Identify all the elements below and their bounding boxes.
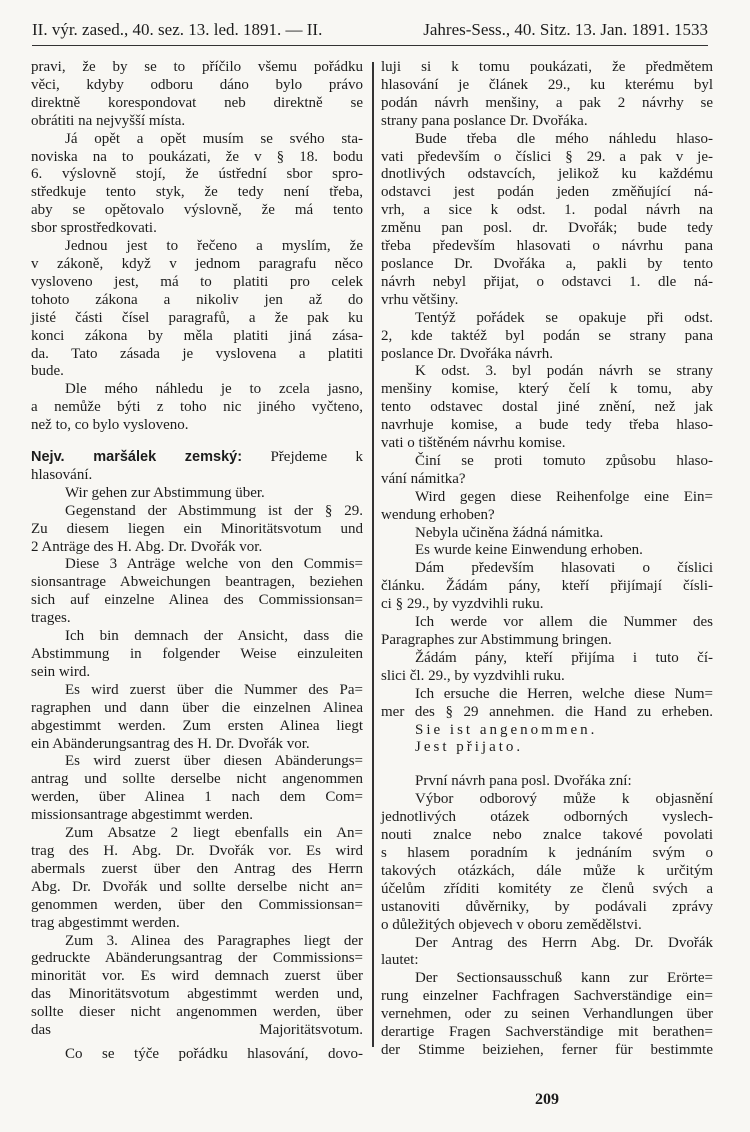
line-text: Já opět a opět musím se svého sta- bbox=[65, 130, 363, 147]
text-line bbox=[381, 935, 713, 953]
text-line bbox=[381, 739, 713, 757]
line-text: Der Sectionsausschuß kann zur Erörte= bbox=[415, 970, 713, 987]
text-line bbox=[31, 467, 363, 485]
text-line bbox=[381, 827, 713, 845]
line-text: sich auf einzelne Alinea des Commissionsan= bbox=[31, 592, 363, 609]
text-line bbox=[381, 59, 713, 77]
line-text: sbor sprostředkovati. bbox=[31, 220, 157, 237]
paragraph bbox=[31, 825, 363, 932]
text-line bbox=[31, 131, 363, 149]
paragraph bbox=[381, 686, 713, 722]
text-line bbox=[31, 825, 363, 843]
paragraph bbox=[381, 722, 713, 740]
line-text: trag abgestimmt werden. bbox=[31, 914, 180, 931]
line-text: nouti znalce nebo znalce takové povolati bbox=[381, 827, 713, 844]
line-text: vrhu většiny. bbox=[381, 291, 459, 308]
line-text: vysloveno jest, má to platiti pro celek bbox=[31, 273, 363, 290]
line-text: Jednou jest to řečeno a myslím, že bbox=[65, 238, 363, 255]
text-line bbox=[381, 292, 713, 310]
header-german: Jahres-Sess., 40. Sitz. 13. Jan. 1891. 1533 bbox=[423, 20, 708, 39]
text-line bbox=[381, 202, 713, 220]
text-line bbox=[381, 149, 713, 167]
text-line bbox=[31, 77, 363, 95]
text-line bbox=[381, 952, 713, 970]
text-line bbox=[31, 1004, 363, 1022]
line-text: menšiny komise, který čelí k tomu, aby bbox=[381, 381, 713, 398]
line-text: obrátiti na nejvyšší místa. bbox=[31, 112, 186, 129]
paragraph bbox=[31, 59, 363, 131]
text-line bbox=[31, 771, 363, 789]
line-text: s hlasem poradním k jednáním svým o bbox=[381, 844, 713, 861]
text-line bbox=[31, 807, 363, 825]
line-text: Der Antrag des Herrn Abg. Dr. Dvořák bbox=[415, 934, 713, 951]
paragraph bbox=[381, 489, 713, 525]
text-line bbox=[31, 503, 363, 521]
page-number: 209 bbox=[535, 1091, 559, 1108]
text-line bbox=[31, 556, 363, 574]
text-line bbox=[31, 628, 363, 646]
text-line bbox=[31, 449, 363, 467]
line-text: trages. bbox=[31, 610, 71, 627]
line-text: luji si k tomu poukázati, že předmětem bbox=[381, 59, 713, 75]
running-header bbox=[32, 10, 708, 46]
line-text: dnotlivých odstavcích, jelikož ku každému bbox=[381, 166, 713, 183]
text-line bbox=[381, 346, 713, 364]
line-text: Gegenstand der Abstimmung ist der § 29. bbox=[65, 502, 363, 519]
text-line bbox=[381, 809, 713, 827]
text-line bbox=[31, 238, 363, 256]
line-text: hlasování je článek 29., ku kterému byl bbox=[381, 76, 713, 93]
line-text: pravi, že by se to příčilo všemu pořádku bbox=[31, 59, 363, 75]
line-text: gedruckte Abänderungsantrag der Commissions= bbox=[31, 950, 363, 967]
line-text: Paragraphes zur Abstimmung bringen. bbox=[381, 632, 612, 648]
line-text: Přejdeme k bbox=[270, 449, 363, 466]
line-text: hlasování. bbox=[31, 466, 93, 483]
line-text: Sie ist angenommen. bbox=[415, 721, 598, 738]
text-line bbox=[31, 59, 363, 77]
line-text: vati především o číslici § 29. a pak v je- bbox=[381, 148, 713, 165]
text-line bbox=[31, 879, 363, 897]
text-line bbox=[381, 184, 713, 202]
line-text: das Majoritätsvotum. bbox=[31, 1022, 363, 1039]
paragraph bbox=[381, 131, 713, 310]
line-text: věci, kdyby odboru dáno bylo právo bbox=[31, 76, 363, 93]
paragraph bbox=[31, 682, 363, 754]
line-text: třeba především hlasovati o návrhu pana bbox=[381, 238, 713, 255]
text-line bbox=[381, 399, 713, 417]
text-line bbox=[381, 704, 713, 722]
text-line bbox=[381, 917, 713, 935]
line-text: lautet: bbox=[381, 952, 419, 969]
text-line bbox=[381, 381, 713, 399]
line-text: missionsantrage abgestimmt werden. bbox=[31, 807, 254, 824]
text-line bbox=[31, 166, 363, 184]
text-line bbox=[381, 238, 713, 256]
text-line bbox=[31, 184, 363, 202]
paragraph bbox=[381, 59, 713, 131]
line-text: vrh, a sice k odst. 1. podal návrh na bbox=[381, 202, 713, 219]
header-czech: II. výr. zased., 40. sez. 13. led. 1891. — II. bbox=[32, 20, 323, 39]
line-text: Jest přijato. bbox=[415, 739, 524, 756]
line-text: vání námitka? bbox=[381, 470, 466, 487]
line-text: ragraphen und dann über die einzelnen Alinea bbox=[31, 699, 363, 716]
text-line bbox=[381, 686, 713, 704]
line-text: Žádám pány, kteří přijíma i tuto čí- bbox=[415, 649, 713, 666]
line-text: Diese 3 Anträge welche von den Commis= bbox=[65, 556, 363, 573]
text-line bbox=[381, 650, 713, 668]
line-text: Wir gehen zur Abstimmung über. bbox=[65, 484, 265, 501]
text-line bbox=[381, 863, 713, 881]
line-text: Bude třeba dle mého náhledu hlaso- bbox=[415, 130, 713, 147]
line-text: změnu pan posl. dr. Dvořák; bude tedy bbox=[381, 220, 713, 237]
right-column bbox=[381, 59, 713, 1060]
text-line bbox=[31, 292, 363, 310]
paragraph bbox=[31, 556, 363, 628]
text-line bbox=[31, 950, 363, 968]
paragraph bbox=[381, 970, 713, 1060]
line-text: das Minoritätsvotum abgestimmt werden und, bbox=[31, 986, 363, 1003]
text-line bbox=[31, 346, 363, 364]
paragraph bbox=[381, 614, 713, 650]
line-text: návrh nebyl přijat, o odstavci 1. dle ná- bbox=[381, 273, 713, 290]
line-text: Činí se proti tomuto způsobu hlaso- bbox=[415, 452, 713, 469]
line-text: o důležitých objevech v oboru zemědělstvi. bbox=[381, 916, 642, 933]
text-line bbox=[31, 986, 363, 1004]
line-text: 2 Anträge des H. Abg. Dr. Dvořák vor. bbox=[31, 538, 263, 555]
line-text: článku. Žádám pány, kteří přijímají čísli- bbox=[381, 578, 713, 595]
text-line bbox=[31, 897, 363, 915]
text-line bbox=[381, 1042, 713, 1060]
text-line bbox=[31, 328, 363, 346]
paragraph bbox=[381, 542, 713, 560]
line-text: der Stimme beiziehen, ferner für bestimmte bbox=[381, 1041, 713, 1058]
paragraph bbox=[381, 453, 713, 489]
line-text: Ich bin demnach der Ansicht, dass die bbox=[65, 628, 363, 645]
text-line bbox=[381, 614, 713, 632]
paragraph bbox=[31, 1046, 363, 1064]
line-text: Výbor odborový může k objasnění bbox=[415, 791, 713, 808]
line-text: odstavci jest podán jeden změňující ná- bbox=[381, 184, 713, 201]
line-text: První návrh pana posl. Dvořáka zní: bbox=[415, 773, 632, 790]
line-text: jisté části čísel paragrafů, a že pak ku bbox=[31, 309, 363, 326]
line-text: Dám především hlasovati o číslici bbox=[415, 560, 713, 577]
text-line bbox=[381, 256, 713, 274]
text-line bbox=[31, 95, 363, 113]
paragraph bbox=[381, 525, 713, 543]
text-line bbox=[31, 664, 363, 682]
text-line bbox=[31, 968, 363, 986]
text-line bbox=[381, 363, 713, 381]
text-line bbox=[381, 1006, 713, 1024]
speaker-name: Nejv. maršálek zemský: bbox=[31, 449, 243, 466]
line-text: Nebyla učiněna žádná námitka. bbox=[415, 524, 604, 541]
text-line bbox=[31, 113, 363, 131]
text-line bbox=[31, 700, 363, 718]
text-line bbox=[381, 988, 713, 1006]
text-line bbox=[31, 753, 363, 771]
line-text: Wird gegen diese Reihenfolge eine Ein= bbox=[415, 488, 713, 505]
paragraph bbox=[31, 933, 363, 1040]
line-text: Ich werde vor allem die Nummer des bbox=[415, 614, 713, 631]
line-text: poslance Dr. Dvořáka návrh. bbox=[381, 345, 554, 362]
line-text: Abstimmung in folgender Weise einzuleiten bbox=[31, 646, 363, 662]
text-line bbox=[31, 220, 363, 238]
text-line bbox=[31, 399, 363, 417]
line-text: Es wurde keine Einwendung erhoben. bbox=[415, 542, 643, 559]
paragraph bbox=[381, 791, 713, 934]
line-text: Tentýž pořádek se opakuje při odst. bbox=[415, 309, 713, 326]
line-text: Es wird zuerst über diesen Abänderungs= bbox=[65, 753, 363, 770]
line-text: Es wird zuerst über die Nummer des Pa= bbox=[65, 681, 363, 698]
line-text: genommen werden, über den Commissionsan= bbox=[31, 896, 363, 913]
line-text: abgestimmt werden. Zum ersten Alinea liegt bbox=[31, 717, 363, 734]
text-line bbox=[31, 789, 363, 807]
line-text: Abg. Dr. Dvořák und sollte derselbe nicht an= bbox=[31, 878, 363, 895]
paragraph bbox=[31, 131, 363, 238]
text-line bbox=[31, 574, 363, 592]
text-line bbox=[31, 682, 363, 700]
text-line bbox=[31, 274, 363, 292]
line-text: poslance Dr. Dvořáka a, pakli by tento bbox=[381, 255, 713, 272]
text-line bbox=[31, 417, 363, 435]
paragraph bbox=[31, 753, 363, 825]
line-text: a nemůže býti z toho nic jiného vyčteno, bbox=[31, 399, 363, 416]
line-text: rung einzelner Fachfragen Sachverständige ein= bbox=[381, 988, 713, 1005]
paragraph bbox=[31, 628, 363, 682]
text-line bbox=[381, 578, 713, 596]
text-line bbox=[381, 560, 713, 578]
column-divider bbox=[372, 62, 374, 1047]
text-line bbox=[381, 77, 713, 95]
text-line bbox=[381, 435, 713, 453]
text-line bbox=[31, 539, 363, 557]
text-line bbox=[31, 843, 363, 861]
line-text: aby se opětovalo výslovně, že má tento bbox=[31, 202, 363, 219]
text-line bbox=[381, 166, 713, 184]
line-text: tento odstavec dostal jiné znění, než jak bbox=[381, 399, 713, 416]
paragraph bbox=[381, 560, 713, 614]
line-text: Zum 3. Alinea des Paragraphes liegt der bbox=[65, 932, 363, 949]
text-line bbox=[381, 471, 713, 489]
line-text: ein Abänderungsantrag des H. Dr. Dvořák vor. bbox=[31, 735, 310, 752]
text-line bbox=[381, 274, 713, 292]
line-text: konci zákona by měla platiti jiná zása- bbox=[31, 327, 363, 344]
text-line bbox=[31, 256, 363, 274]
line-text: antrag und sollte derselbe nicht angenommen bbox=[31, 771, 363, 788]
line-text: než to, co bylo vysloveno. bbox=[31, 417, 189, 434]
text-line bbox=[381, 417, 713, 435]
line-text: vernehmen, oder zu seinen Verhandlungen über bbox=[381, 1006, 713, 1023]
line-text: tohoto zákona a nikoliv jen až do bbox=[31, 291, 363, 308]
line-text: ustanoviti důvěrniky, by podávali zprávy bbox=[381, 898, 713, 915]
line-text: středkuje tento styk, že tedy není třeba, bbox=[31, 184, 363, 201]
line-text: bude. bbox=[31, 363, 64, 380]
text-line bbox=[31, 381, 363, 399]
line-text: noviska na to poukázati, že v § 18. bodu bbox=[31, 148, 363, 165]
text-line bbox=[381, 899, 713, 917]
text-line bbox=[31, 610, 363, 628]
text-line bbox=[381, 489, 713, 507]
line-text: účelům zříditi komitéty ze členů svých a bbox=[381, 880, 713, 897]
paragraph bbox=[381, 650, 713, 686]
text-line bbox=[381, 220, 713, 238]
line-text: vati o tištěném návrhu komise. bbox=[381, 435, 566, 452]
line-text: strany pana poslance Dr. Dvořáka. bbox=[381, 112, 588, 129]
line-text: Co se týče pořádku hlasování, dovo- bbox=[65, 1045, 363, 1062]
text-line bbox=[381, 1024, 713, 1042]
text-line bbox=[31, 310, 363, 328]
line-text: Zum Absatze 2 liegt ebenfalls ein An= bbox=[65, 825, 363, 842]
line-text: navrhuje komise, a bude tedy třeba hlaso- bbox=[381, 417, 713, 434]
text-line bbox=[381, 632, 713, 650]
paragraph bbox=[31, 503, 363, 557]
line-text: abermals zuerst über den Antrag des Herrn bbox=[31, 860, 363, 877]
paragraph bbox=[381, 773, 713, 791]
text-line bbox=[31, 592, 363, 610]
line-text: podán návrh menšiny, a pak 2 návrhy se bbox=[381, 94, 713, 111]
text-line bbox=[31, 363, 363, 381]
text-line bbox=[381, 131, 713, 149]
text-line bbox=[381, 668, 713, 686]
text-line bbox=[31, 1022, 363, 1040]
text-line bbox=[381, 596, 713, 614]
line-text: direktně korespondovat neb direktně se bbox=[31, 94, 363, 111]
text-line bbox=[31, 202, 363, 220]
paragraph bbox=[381, 363, 713, 453]
line-text: da. Tato zásada je vyslovena a platiti bbox=[31, 345, 363, 362]
line-text: wendung erhoben? bbox=[381, 506, 495, 523]
text-line bbox=[381, 525, 713, 543]
line-text: minorität vor. Es wird demnach zuerst über bbox=[31, 968, 363, 985]
text-line bbox=[31, 485, 363, 503]
text-line bbox=[31, 646, 363, 664]
line-text: takových otázkách, dále může k určitým bbox=[381, 862, 713, 879]
line-text: jednotlivých otázek odborných vyslech- bbox=[381, 809, 713, 826]
line-text: Dle mého náhledu je to zcela jasno, bbox=[65, 381, 363, 398]
line-text: v zákoně, když v jednom paragrafu něco bbox=[31, 255, 363, 272]
text-line bbox=[381, 507, 713, 525]
line-text: 2, kde taktéž byl podán se strany pana bbox=[381, 327, 713, 344]
text-line bbox=[31, 1046, 363, 1064]
text-line bbox=[31, 149, 363, 167]
paragraph bbox=[31, 238, 363, 381]
line-text: trag des H. Abg. Dr. Dvořák vor. Es wird bbox=[31, 842, 363, 859]
text-line bbox=[381, 113, 713, 131]
text-line bbox=[381, 453, 713, 471]
text-line bbox=[31, 718, 363, 736]
paragraph bbox=[31, 381, 363, 435]
text-line bbox=[381, 328, 713, 346]
line-text: mer des § 29 annehmen. die Hand zu erheben. bbox=[381, 703, 713, 720]
text-line bbox=[381, 791, 713, 809]
text-line bbox=[381, 881, 713, 899]
line-text: sollte dieser nicht angenommen werden, über bbox=[31, 1004, 363, 1021]
line-text: slici čl. 29., by vyzdvihli ruku. bbox=[381, 667, 565, 684]
line-text: sein wird. bbox=[31, 663, 91, 680]
left-column bbox=[31, 59, 363, 1064]
text-line bbox=[381, 773, 713, 791]
paragraph bbox=[381, 739, 713, 757]
paragraph bbox=[381, 310, 713, 364]
line-text: ci § 29., by vyzdvihli ruku. bbox=[381, 596, 544, 613]
paragraph bbox=[381, 935, 713, 971]
text-line bbox=[381, 722, 713, 740]
text-line bbox=[381, 310, 713, 328]
text-line bbox=[381, 542, 713, 560]
line-text: werden, über Alinea 1 nach dem Com= bbox=[31, 789, 363, 806]
text-line bbox=[381, 95, 713, 113]
text-line bbox=[381, 970, 713, 988]
text-line bbox=[31, 736, 363, 754]
line-text: Zu diesem liegen ein Minoritätsvotum und bbox=[31, 520, 363, 537]
text-line bbox=[31, 915, 363, 933]
line-text: K odst. 3. byl podán návrh se strany bbox=[415, 363, 713, 380]
paragraph bbox=[31, 485, 363, 503]
line-text: derartige Fragen Sachverständige mit berathen= bbox=[381, 1024, 713, 1041]
text-line bbox=[31, 521, 363, 539]
text-line bbox=[31, 933, 363, 951]
paragraph bbox=[31, 449, 363, 485]
line-text: Ich ersuche die Herren, welche diese Num= bbox=[415, 685, 713, 702]
line-text: 6. výslovně stojí, že ústřední sbor spro- bbox=[31, 166, 363, 183]
text-line bbox=[381, 845, 713, 863]
text-line bbox=[31, 861, 363, 879]
line-text: sionsantrage Abweichungen beantragen, beziehen bbox=[31, 574, 363, 591]
